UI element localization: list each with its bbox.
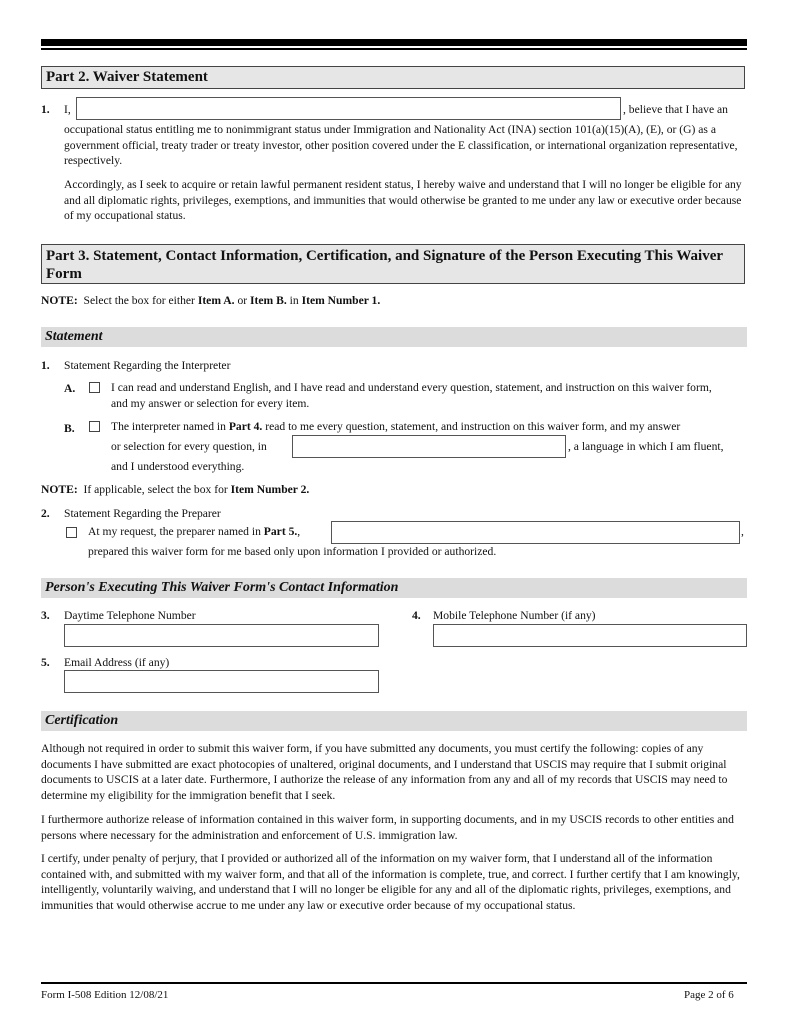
part3-item1-number: 1. xyxy=(41,359,50,372)
item-b-letter: B. xyxy=(64,422,75,435)
item-b-checkbox[interactable] xyxy=(89,421,100,432)
note-bold: Item Number 2. xyxy=(230,483,310,496)
note-text: Select the box for either xyxy=(83,294,195,307)
part3-item2-label: Statement Regarding the Preparer xyxy=(64,507,221,520)
header-rule-thin xyxy=(41,48,747,50)
item-b-bold: Part 4. xyxy=(228,420,263,433)
item-b-text: The interpreter named in xyxy=(111,420,226,433)
item-b-line2-prefix: or selection for every question, in xyxy=(111,440,267,453)
note-bold: Item A. xyxy=(197,294,235,307)
statement-section-header: Statement xyxy=(41,327,747,347)
item-a-text: I can read and understand English, and I have read and understand every question, statement, and instruction on this waiver form, and my answer or selection for every item. xyxy=(111,381,712,410)
part2-item1-suffix: , believe that I have an xyxy=(623,103,728,116)
interpreter-language-field[interactable] xyxy=(292,435,566,458)
item3-number: 3. xyxy=(41,609,50,622)
item-b-line2-suffix: , a language in which I am fluent, xyxy=(568,440,724,453)
item-b-line1 xyxy=(111,420,751,433)
daytime-phone-field[interactable] xyxy=(64,624,379,647)
part2-item1-number: 1. xyxy=(41,103,50,116)
header-rule-thick xyxy=(41,39,747,46)
item2-bold: Part 5. xyxy=(263,525,298,538)
footer-rule xyxy=(41,982,747,984)
part2-item1-prefix: I, xyxy=(64,103,71,116)
part2-item1-paragraph2: Accordingly, as I seek to acquire or retain lawful permanent resident status, I hereby waive and understand that I will no longer be eligible for any and all diplomatic rights, privileges, exemptions, and immunities that would otherwise be granted to me under any law or executive order because of my occupational status. xyxy=(64,178,742,222)
preparer-name-field[interactable] xyxy=(331,521,740,544)
note-item1 xyxy=(41,294,380,307)
item2-line2: prepared this waiver form for me based only upon information I provided or authorized. xyxy=(88,545,497,558)
item2-trailing-comma: , xyxy=(741,525,744,538)
part2-item1-text: occupational status entitling me to nonimmigrant status under Immigration and Nationality Act (INA) section 101(a)(15)(A), (E), or (G) as a government official, treaty trader or treaty investor, other position covered under the E classification, or international organization representative, respectively. xyxy=(64,123,738,167)
item5-number: 5. xyxy=(41,656,50,669)
item-b-text: read to me every question, statement, and instruction on this waiver form, and my answer xyxy=(265,420,681,433)
page-number: Page 2 of 6 xyxy=(684,989,734,1001)
certification-paragraph-2: I furthermore authorize release of information contained in this waiver form, in supporting documents, and in my USCIS records to other entities and persons where necessary for the administration and enforcement of U.S. immigration law. xyxy=(41,813,734,842)
item-a-letter: A. xyxy=(64,382,76,395)
certification-paragraph-3: I certify, under penalty of perjury, that I provided or authorized all of the information on my waiver form, that I understand all of the information contained with, and submitted with my waiver form, and that all of the information is complete, true, and correct. I further certify that I am knowingly, intelligently, voluntarily waiving, and understand that I will no longer be eligible for any and all of the diplomatic rights, privileges, exemptions, and immunities that would otherwise accrue to me under any law or executive order because of my occupational status. xyxy=(41,852,740,912)
part3-item1-label: Statement Regarding the Interpreter xyxy=(64,359,231,372)
note-label: NOTE: xyxy=(41,483,78,496)
mobile-phone-field[interactable] xyxy=(433,624,747,647)
note-label: NOTE: xyxy=(41,294,78,307)
note-item2 xyxy=(41,483,309,496)
item3-label: Daytime Telephone Number xyxy=(64,609,196,622)
item-b-line3: and I understood everything. xyxy=(111,460,245,473)
item-a-checkbox[interactable] xyxy=(89,382,100,393)
form-edition: Form I-508 Edition 12/08/21 xyxy=(41,989,169,1001)
contact-section-header: Person's Executing This Waiver Form's Contact Information xyxy=(41,578,747,598)
item2-line1 xyxy=(88,525,300,538)
note-text: or xyxy=(237,294,248,307)
certification-section-header: Certification xyxy=(41,711,747,731)
item2-text: At my request, the preparer named in xyxy=(88,525,261,538)
item4-label: Mobile Telephone Number (if any) xyxy=(433,609,596,622)
part2-title: Part 2. Waiver Statement xyxy=(41,66,745,89)
note-text: If applicable, select the box for xyxy=(83,483,228,496)
item4-number: 4. xyxy=(412,609,421,622)
note-bold: Item B. xyxy=(250,294,287,307)
preparer-checkbox[interactable] xyxy=(66,527,77,538)
item2-comma: , xyxy=(297,525,301,538)
email-field[interactable] xyxy=(64,670,379,693)
waiver-name-field[interactable] xyxy=(76,97,621,120)
part3-item2-number: 2. xyxy=(41,507,50,520)
item5-label: Email Address (if any) xyxy=(64,656,170,669)
part3-title: Part 3. Statement, Contact Information, Certification, and Signature of the Person Executing This Waiver Form xyxy=(41,244,745,284)
certification-paragraph-1: Although not required in order to submit this waiver form, if you have submitted any documents, you must certify the following: copies of any documents I have submitted are exact photocopies of unaltered, original documents, and I understand that USCIS may require that I submit original documents to USCIS at a later date. Furthermore, I authorize the release of any information from any and all of my records that USCIS may need to determine my eligibility for the immigration benefit that I seek. xyxy=(41,742,728,802)
note-text: in xyxy=(289,294,299,307)
note-bold: Item Number 1. xyxy=(301,294,381,307)
